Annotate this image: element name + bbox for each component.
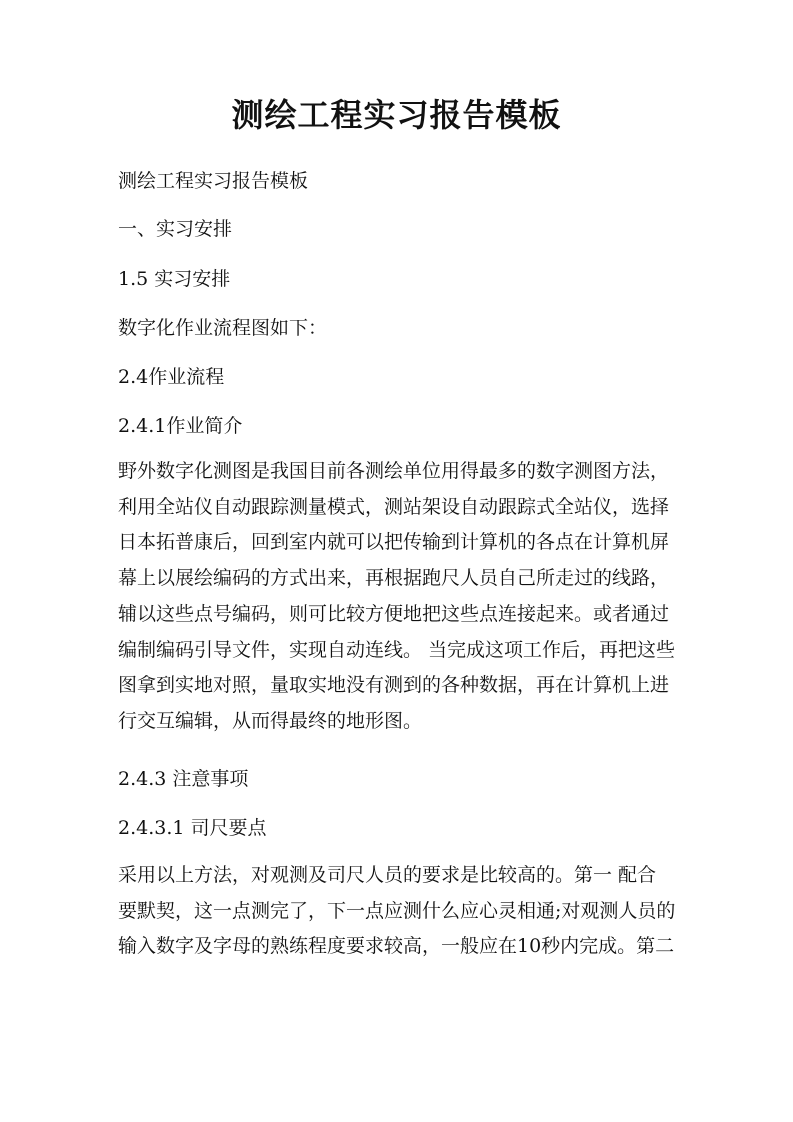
document-subtitle: 测绘工程实习报告模板 <box>118 170 309 192</box>
flow-chart-intro: 数字化作业流程图如下： <box>118 317 328 339</box>
paragraph-line: 辅以这些点号编码，则可比较方便地把这些点连接起来。或者通过 <box>118 602 670 625</box>
paragraph-line: 野外数字化测图是我国目前各测绘单位用得最多的数字测图方法， <box>118 460 670 482</box>
paragraph-line: 利用全站仪自动跟踪测量模式，测站架设自动跟踪式全站仪，选择 <box>118 495 670 518</box>
section-heading-1-5: 1.5 实习安排 <box>118 268 231 290</box>
paragraph-line: 采用以上方法，对观测及司尺人员的要求是比较高的。第一 配合 <box>118 864 657 886</box>
paragraph-line: 行交互编辑，从而得最终的地形图。 <box>118 709 423 732</box>
paragraph-line: 输入数字及字母的熟练程度要求较高，一般应在10秒内完成。第二 <box>118 935 675 958</box>
paragraph-line: 要默契，这一点测完了，下一点应测什么应心灵相通;对观测人员的 <box>118 899 676 922</box>
paragraph-line: 幕上以展绘编码的方式出来，再根据跑尺人员自己所走过的线路， <box>118 567 670 590</box>
paragraph-line: 编制编码引导文件，实现自动连线。 当完成这项工作后，再把这些 <box>118 638 676 661</box>
paragraph-surveying-tips <box>118 858 678 965</box>
section-heading-2-4-3: 2.4.3 注意事项 <box>118 768 249 790</box>
paragraph-line: 图拿到实地对照，量取实地没有测到的各种数据，再在计算机上进 <box>118 674 670 697</box>
section-heading-1: 一、实习安排 <box>118 218 233 240</box>
section-heading-2-4-3-1: 2.4.3.1 司尺要点 <box>118 817 267 839</box>
paragraph-work-intro <box>118 454 678 740</box>
section-heading-2-4: 2.4作业流程 <box>118 366 225 388</box>
document-title: 测绘工程实习报告模板 <box>231 96 562 134</box>
section-heading-2-4-1: 2.4.1作业简介 <box>118 415 243 437</box>
paragraph-line: 日本拓普康后，回到室内就可以把传输到计算机的各点在计算机屏 <box>118 531 670 554</box>
